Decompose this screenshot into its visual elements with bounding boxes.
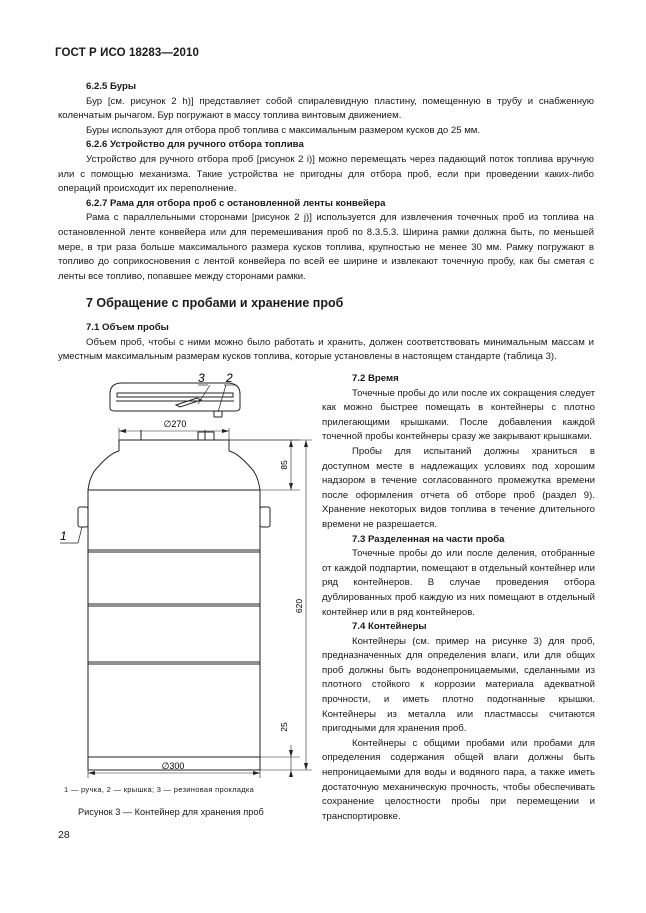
handle-right	[260, 507, 270, 527]
section-71-title: 7.1 Объем пробы	[86, 321, 169, 333]
figure-legend: 1 — ручка, 2 — крышка; 3 — резиновая прокладка	[64, 785, 255, 794]
section-72-title: 7.2 Время	[352, 373, 399, 384]
dim-top-diameter-label: ∅270	[163, 419, 187, 429]
dim-85-label: 85	[279, 460, 289, 470]
section-72-paragraph-1: Точечные пробы до или после их сокращения следует как можно быстрее помещать в контейнеры с плотно прилегающими крышками. После добавления каждой точечной пробы контейнеры сразу же закрывают крышками.	[322, 387, 595, 443]
lid-rim	[117, 393, 233, 397]
section-74-paragraph-2: Контейнеры с общими пробами или пробами для определения содержания общей влаги должны быть непроницаемыми для воды и водяного пара, а также иметь достаточную механическую прочность, чтобы обеспечивать сохранение целостности пробы при перемещении и транспортировке.	[322, 737, 595, 822]
dim-25-label: 25	[279, 722, 289, 732]
section-625-paragraph-2: Буры используют для отбора проб топлива с максимальным размером кусков до 25 мм.	[86, 124, 481, 136]
lid-handle	[176, 398, 201, 407]
container-shoulder	[88, 451, 260, 770]
section-627-title: 6.2.7 Рама для отбора проб с остановленной ленты конвейера	[86, 197, 386, 209]
dim-bottom-diameter-label: ∅300	[161, 761, 185, 771]
section-625-title: 6.2.5 Буры	[86, 81, 137, 92]
figure-caption: Рисунок 3 — Контейнер для хранения проб	[78, 807, 264, 817]
section-7-title: 7 Обращение с пробами и хранение проб	[86, 296, 344, 311]
callout-2-label: 2	[226, 371, 233, 385]
page-number: 28	[58, 829, 70, 841]
section-74-paragraph-1: Контейнеры (см. пример на рисунке 3) для проб, предназначенных для определения влаги, или для общих проб должны быть водонепроницаемыми, сделанными из плотного стойкого к коррозии материала адекватной прочности, и иметь плотно подогнанные крышки. Контейнеры из металла или пластмассы считаются пригодными для хранения проб.	[322, 635, 595, 735]
section-626-paragraph-1: Устройство для ручного отбора проб [рисунок 2 i)] можно перемещать через падающий поток топлива вручную или с помощью механизма. Такие устройства не пригодны для отбора проб, если при проведении каких-либо операций происходит их переполнение.	[58, 153, 594, 195]
section-625-paragraph-1: Бур [см. рисунок 2 h)] представляет собой спиралевидную пластину, помещенную в трубу и снабженную коленчатым рычагом. Бур погружают в массу топлива винтовым движением.	[58, 95, 594, 122]
section-627-paragraph-1: Рама с параллельными сторонами [рисунок 2 j)] используется для извлечения точечных проб из топлива на остановленной ленте конвейера или для перемешивания проб по 8.3.5.3. Ширина рамки должна быть, по меньшей мере, в три раза больше максимального размера кусков топлива, крупностью не менее 30 мм. Рамку погружают в топливо до соприкосновения с лентой конвейера по всей ее ширине и извлекают точечную пробу, как бы сметая с ленты все топливо, попавшее между сторонами рамки.	[58, 212, 594, 282]
page-header: ГОСТ Р ИСО 18283—2010	[55, 47, 200, 59]
handle-left	[78, 507, 88, 527]
section-71-paragraph-1: Объем проб, чтобы с ними можно было работать и хранить, должен соответствовать минимальным массам и уместным максимальным размерам кусков топлива, которые установлены в настоящем стандарте (таблица 3).	[58, 336, 594, 363]
container-top-rim	[119, 440, 229, 451]
lid-clamp	[198, 432, 214, 440]
dim-620-label: 620	[294, 598, 304, 614]
section-73-paragraph-1: Точечные пробы до или после деления, отобранные от каждой подпартии, помещают в отдельный контейнер или ряд контейнеров. В случае проведения отбора дублированных проб каждую из них помещают в отдельный контейнер или в ряд контейнеров.	[322, 548, 595, 618]
callout-1-label: 1	[60, 529, 67, 543]
section-73-title: 7.3 Разделенная на части проба	[352, 533, 505, 545]
callout-3-label: 3	[198, 371, 205, 385]
section-626-title: 6.2.6 Устройство для ручного отбора топлива	[86, 139, 304, 151]
section-74-title: 7.4 Контейнеры	[352, 621, 427, 633]
section-72-paragraph-2: Пробы для испытаний должны храниться в доступном месте в надлежащих условиях под хорошим надзором в течение согласованного промежутка времени после оформления отчета об отборе проб (раздел 9). Хранение некоторых видов топлива в течение длительного времени не разрешается.	[322, 445, 595, 530]
